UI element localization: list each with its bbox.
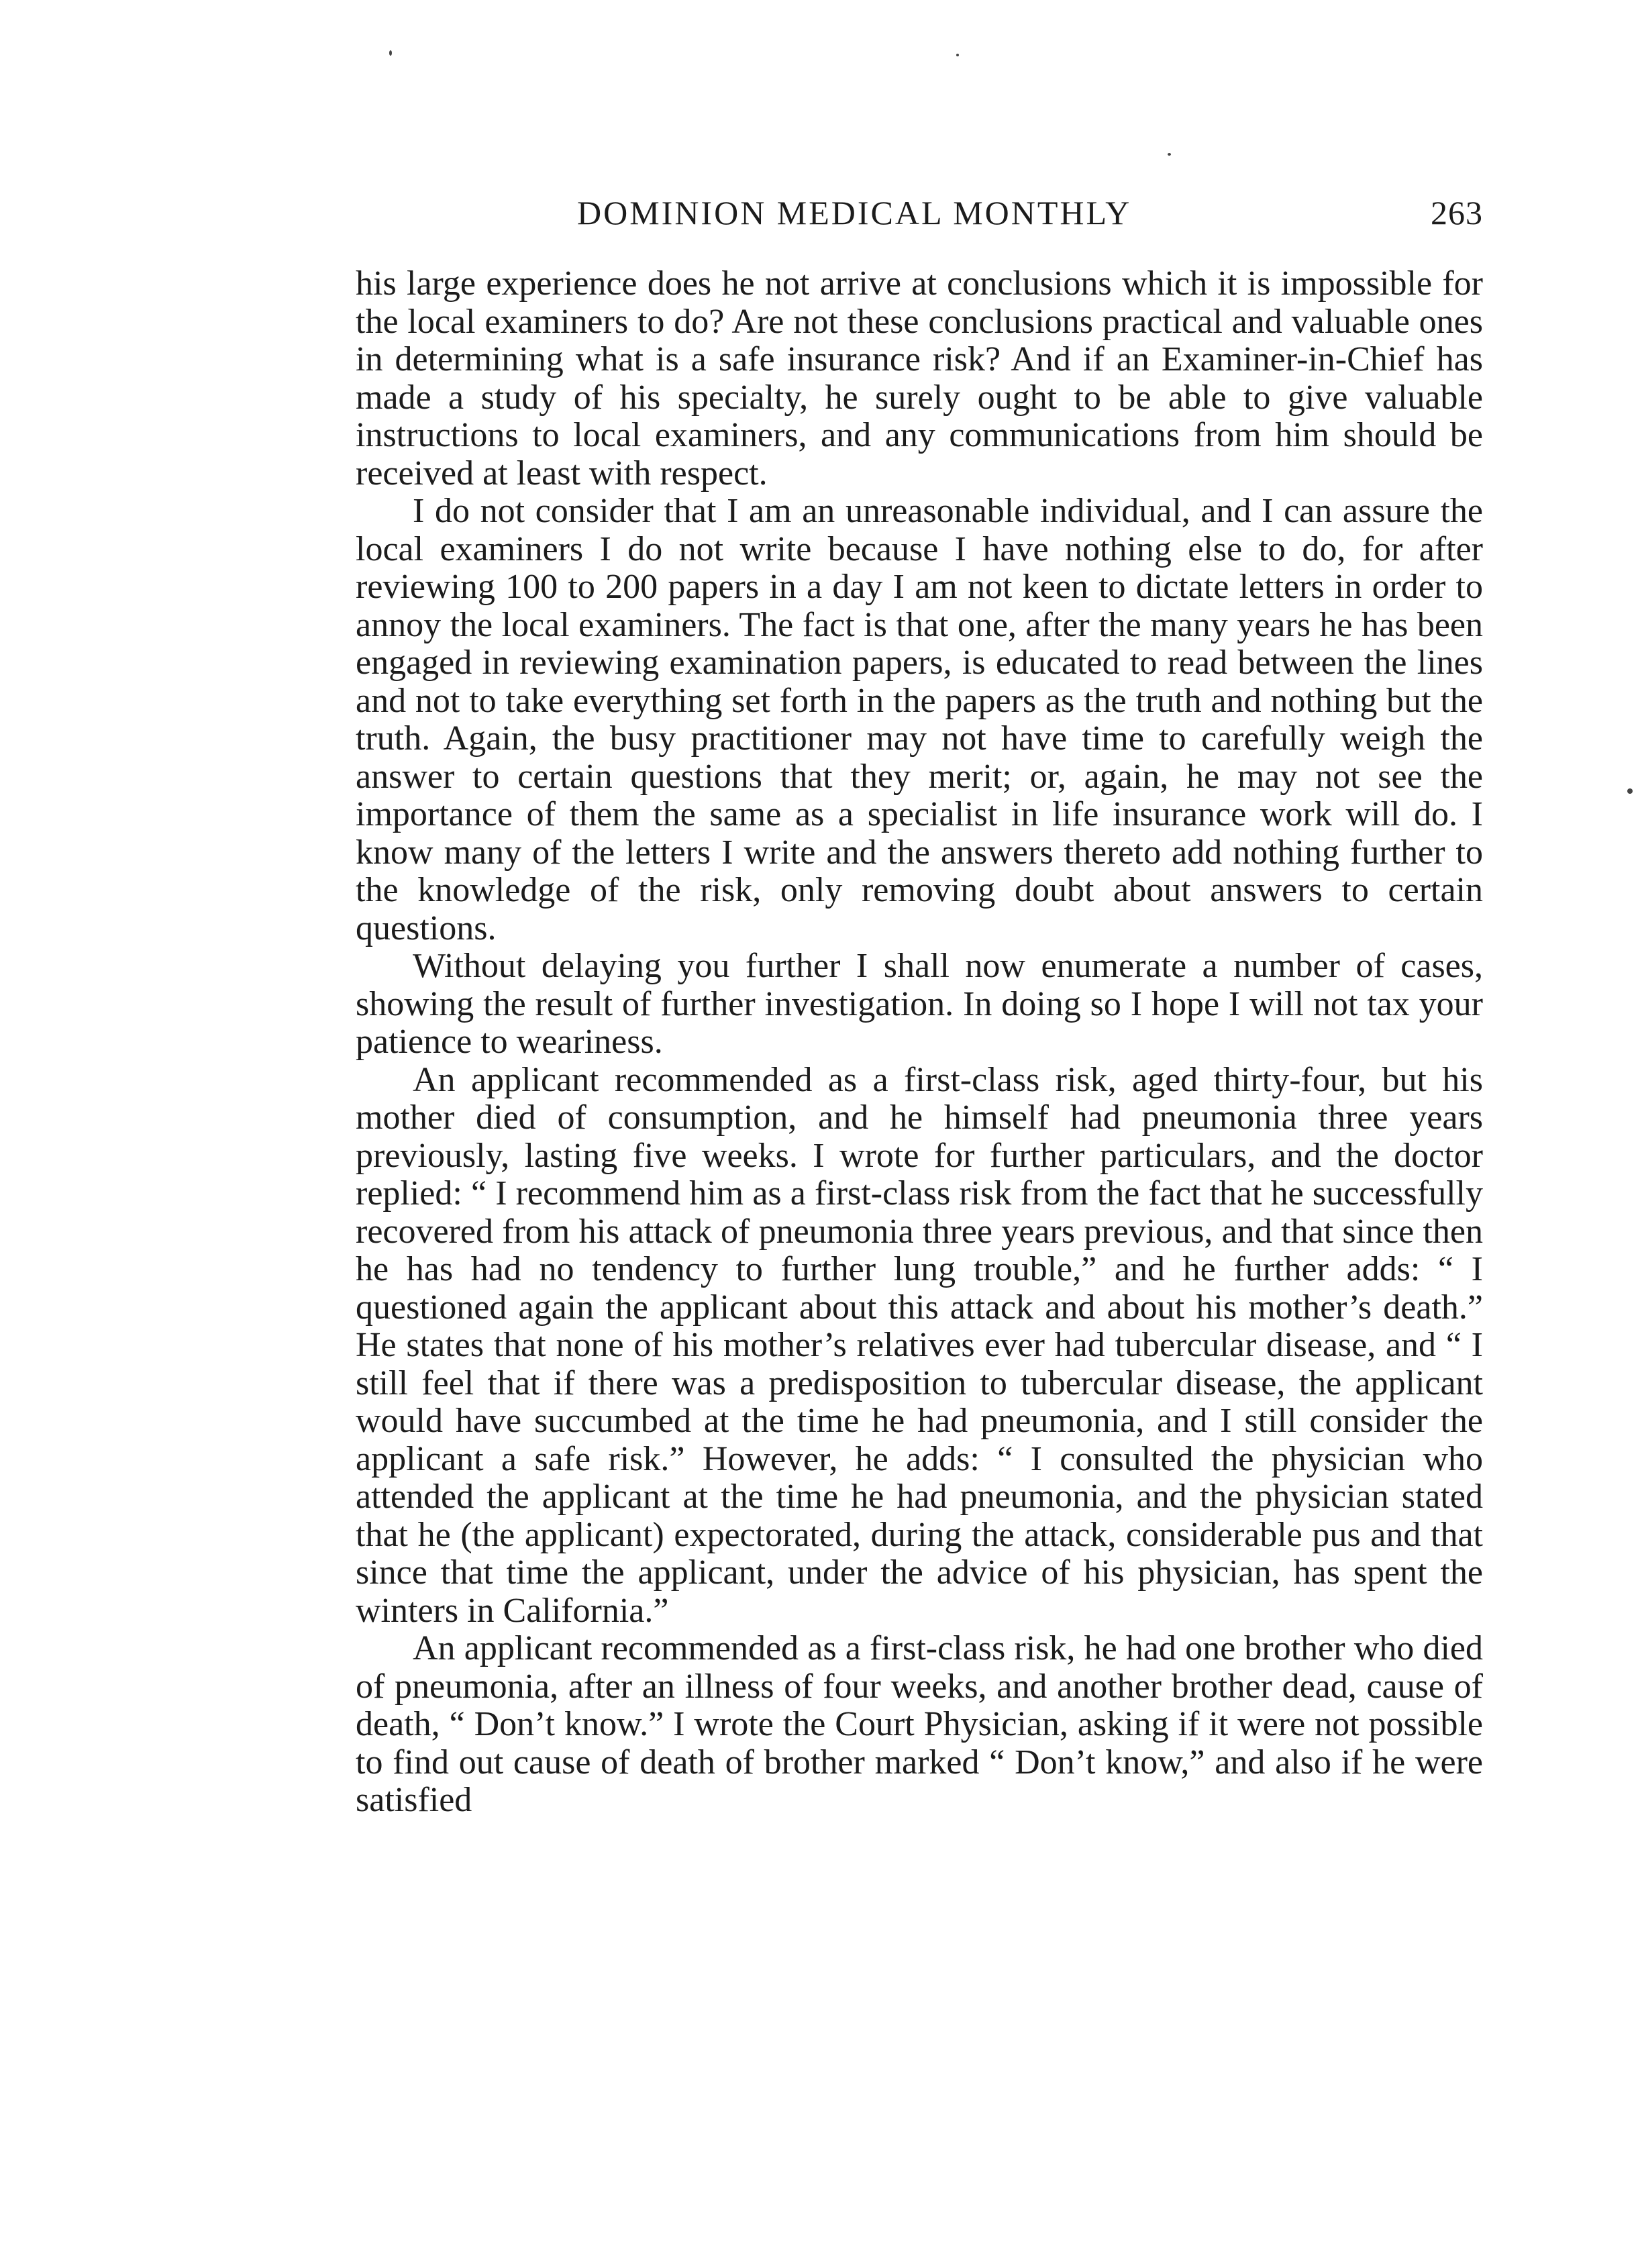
- paragraph-continuation: his large experience does he not arrive at conclusions which it is impossible for the local examiners to do? Are not these conclusions practical and valuable ones in determining what is a safe insurance risk? And if an Examiner-in-Chief has made a study of his specialty, he surely ought to be able to give valuable instructions to local examiners, and any communications from him should be received at least with respect.: [356, 264, 1483, 493]
- running-head: DOMINION MEDICAL MONTHLY: [577, 194, 1132, 231]
- scan-speck: [389, 50, 392, 56]
- paragraph-unreasonable-individual: I do not consider that I am an unreasonable individual, and I can assure the local examiners I do not write because I have nothing else to do, for after reviewing 100 to 200 papers in a day I am not keen to dictate letters in order to annoy the local examiners. The fact is that one, after the many years he has been engaged in reviewing examination papers, is educated to read between the lines and not to take everything set forth in the papers as the truth and nothing but the truth. Again, the busy practitioner may not have time to carefully weigh the answer to certain questions that they merit; or, again, he may not see the importance of them the same as a specialist in life insurance work will do. I know many of the letters I write and the answers thereto add nothing further to the knowledge of the risk, only removing doubt about answers to certain questions.: [356, 492, 1483, 947]
- scan-speck: [1168, 153, 1171, 156]
- scan-speck: [956, 54, 959, 56]
- body-text: [356, 265, 1483, 1820]
- paragraph-case-consumption: An applicant recommended as a first-class risk, aged thirty-four, but his mother died of consumption, and he himself had pneumonia three years previously, lasting five weeks. I wrote for further particulars, and the doctor replied: “ I recommend him as a first-class risk from the fact that he successfully recovered from his attack of pneumonia three years previous, and that since then he has had no tendency to further lung trouble,” and he further adds: “ I questioned again the applicant about this attack and about his mother’s death.” He states that none of his mother’s relatives ever had tubercular disease, and “ I still feel that if there was a predisposition to tubercular disease, the applicant would have succumbed at the time he had pneumonia, and I still consider the applicant a safe risk.” However, he adds: “ I consulted the physician who attended the applicant at the time he had pneumonia, and the physician stated that he (the applicant) expectorated, during the attack, considerable pus and that since that time the applicant, under the advice of his physician, has spent the winters in California.”: [356, 1060, 1483, 1630]
- paragraph-case-pneumonia-brother: An applicant recommended as a first-class risk, he had one brother who died of pneumonia, after an illness of four weeks, and another brother dead, cause of death, “ Don’t know.” I wrote the Court Physician, asking if it were not possible to find out cause of death of brother marked “ Don’t know,” and also if he were satisfied: [356, 1629, 1483, 1819]
- page-number: 263: [1431, 194, 1483, 231]
- page-header: [356, 193, 1483, 240]
- scan-speck: [1627, 788, 1633, 794]
- paragraph-enumerate-cases: Without delaying you further I shall now enumerate a number of cases, showing the result of further investigation. In doing so I hope I will not tax your patience to weariness.: [356, 947, 1483, 1061]
